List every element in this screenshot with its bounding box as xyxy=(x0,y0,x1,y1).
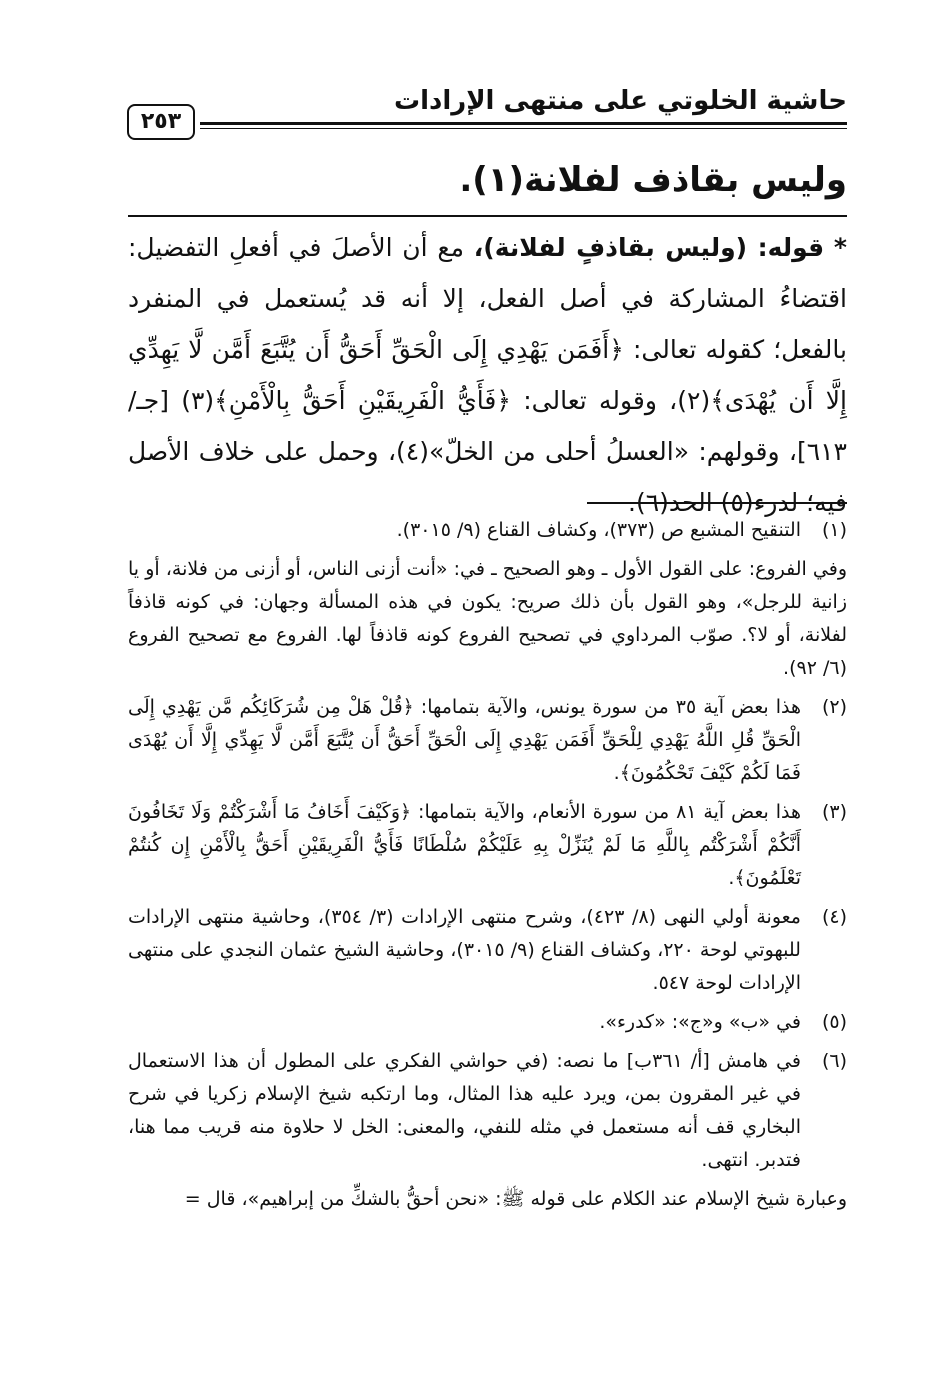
main-text-rule xyxy=(128,215,847,217)
footnotes xyxy=(128,514,847,1216)
footnote-number: (٤) xyxy=(821,906,847,928)
footnote-2 xyxy=(128,691,847,790)
footnote-number: (٢) xyxy=(821,696,847,718)
commentary-text: مع أن الأصلَ في أفعلِ التفضيل: اقتضاءُ المشاركة في أصل الفعل، إلا أنه قد يُستعمل في المنفرد بالفعل؛ كقوله تعالى: ﴿أَفَمَن يَهْدِي إِلَى الْحَقِّ أَحَقُّ أَن يُتَّبَعَ أَمَّن لَّا يَهِدِّي إِلَّا أَن يُهْدَى﴾(٢)، وقوله تعالى: ﴿فَأَيُّ الْفَرِيقَيْنِ أَحَقُّ بِالْأَمْنِ﴾(٣) [جـ/ ٦١٣]، وقولهم: «العسلُ أحلى من الخلّ»(٤)، وحمل على خلاف الأصل فيه؛ لدرء(٥) الحد(٦). xyxy=(128,233,847,517)
footnote-4 xyxy=(128,901,847,1000)
footnote-6-continuation: وعبارة شيخ الإسلام عند الكلام على قوله ﷺ: «نحن أحقُّ بالشكِّ من إبراهيم»، قال = xyxy=(184,1188,847,1210)
page-number: ٢٥٣ xyxy=(127,104,195,140)
header-rule-thin xyxy=(200,128,847,129)
footnote-3 xyxy=(128,796,847,895)
footnote-1-continuation: وفي الفروع: على القول الأول ـ وهو الصحيح ـ في: «أنت أزنى الناس، أو أزنى من فلانة، أو يا زانية للرجل»، وهو القول بأن ذلك صريح: يكون في هذه المسألة وجهان: في كونه قاذفاً لفلانة، أو لا؟. صوّب المرداوي في تصحيح الفروع كونه قاذفاً لها. الفروع مع تصحيح الفروع (٦/ ٩٢). xyxy=(128,558,847,679)
footnote-number: (١) xyxy=(821,519,847,541)
commentary-lemma: قوله: (وليس بقاذفٍ لفلانة)، xyxy=(473,233,825,262)
header-rule xyxy=(200,122,847,125)
footnote-text: هذا بعض آية ٨١ من سورة الأنعام، والآية بتمامها: ﴿وَكَيْفَ أَخَافُ مَا أَشْرَكْتُمْ وَلَا تَخَافُونَ أَنَّكُمْ أَشْرَكْتُم بِاللَّهِ مَا لَمْ يُنَزِّلْ بِهِ عَلَيْكُمْ سُلْطَانًا فَأَيُّ الْفَرِيقَيْنِ أَحَقُّ بِالْأَمْنِ إِن كُنتُمْ تَعْلَمُونَ﴾. xyxy=(128,801,802,889)
footnote-text: في هامش [أ/ ٣٦١ب] ما نصه: (في حواشي الفكري على المطول أن هذا الاستعمال في غير المقرون بمن، ويرد عليه هذا المثال، وما ارتكبه شيخ الإسلام زكريا في شرح البخاري قف أنه مستعمل في مثله للنفي، والمعنى: الخل لا حلاوة منه قريب مما هنا، فتدبر. انتهى. xyxy=(128,1050,801,1171)
footnote-divider xyxy=(587,502,847,504)
footnote-number: (٦) xyxy=(821,1050,847,1072)
footnote-text: التنقيح المشبع ص (٣٧٣)، وكشاف القناع (٩/ ٣٠١٥). xyxy=(396,519,801,541)
running-title: حاشية الخلوتي على منتهى الإرادات xyxy=(393,86,847,116)
footnote-6 xyxy=(128,1045,847,1177)
commentary-paragraph xyxy=(128,222,847,528)
footnote-number: (٣) xyxy=(821,801,847,823)
footnote-text: هذا بعض آية ٣٥ من سورة يونس، والآية بتمامها: ﴿قُلْ هَلْ مِن شُرَكَائِكُم مَّن يَهْدِي إِلَى الْحَقِّ قُلِ اللَّهُ يَهْدِي لِلْحَقِّ أَفَمَن يَهْدِي إِلَى الْحَقِّ أَحَقُّ أَن يُتَّبَعَ أَمَّن لَّا يَهِدِّي إِلَّا أَن يُهْدَى فَمَا لَكُمْ كَيْفَ تَحْكُمُونَ﴾. xyxy=(128,696,801,784)
footnote-text: في «ب» و«ج»: «كدرء». xyxy=(599,1011,801,1033)
footnote-text: معونة أولي النهى (٨/ ٤٢٣)، وشرح منتهى الإرادات (٣/ ٣٥٤)، وحاشية منتهى الإرادات للبهوتي لوحة ٢٢٠، وكشاف القناع (٩/ ٣٠١٥)، وحاشية الشيخ عثمان النجدي على منتهى الإرادات لوحة ٥٤٧. xyxy=(128,906,801,994)
footnote-5 xyxy=(128,1006,847,1039)
commentary-star: * xyxy=(833,233,847,262)
footnote-1 xyxy=(128,514,847,547)
footnote-number: (٥) xyxy=(821,1011,847,1033)
commentary-block xyxy=(128,222,847,528)
main-text: وليس بقاذف لفلانة(١). xyxy=(459,160,847,200)
